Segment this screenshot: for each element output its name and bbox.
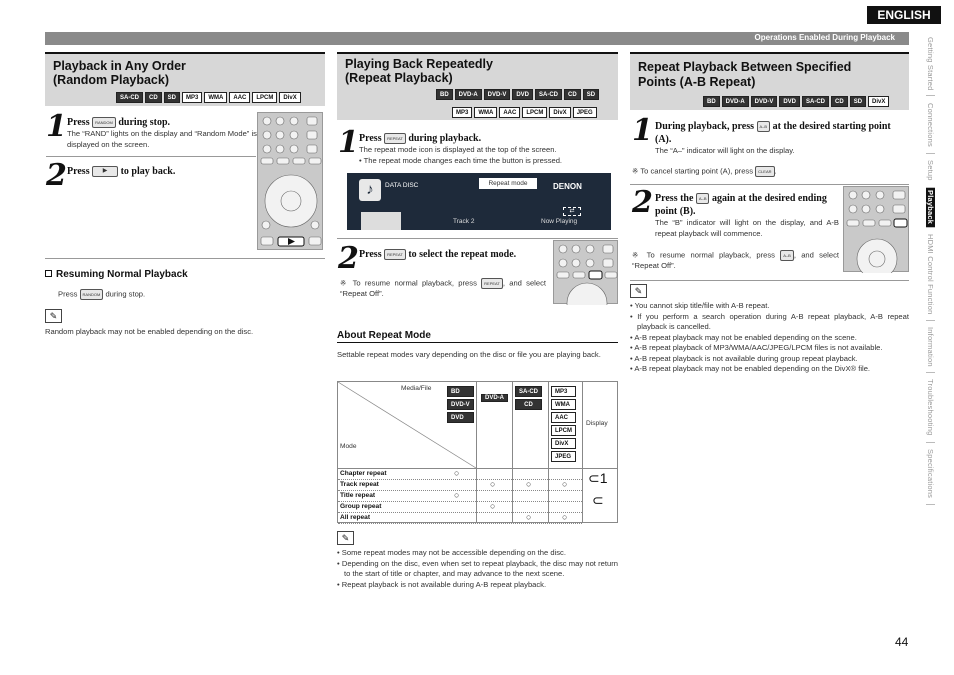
ab-key-icon: A–B: [696, 193, 710, 204]
step-text: Press: [67, 117, 90, 128]
note-text: You cannot skip title/file with A-B repeat.: [634, 301, 770, 310]
ab-step1-desc: The “A–” indicator will light on the display.: [655, 146, 795, 155]
step-text: to select the repeat mode.: [408, 249, 517, 260]
note-text: Depending on the disc, even when set to repeat playback, the disc may not return to the start of title or chapter, and may advance to the next scene.: [341, 558, 618, 578]
col3-badges: [515, 386, 542, 410]
screen-repeat-mode: Repeat mode: [479, 178, 537, 189]
divider: [46, 156, 256, 157]
note-text: Repeat playback is not available during A-B repeat playback.: [341, 579, 547, 589]
step-text: Press: [359, 133, 382, 144]
language-label: ENGLISH: [867, 6, 941, 24]
badge: DivX: [551, 438, 576, 449]
random-key-icon: RANDOM: [92, 117, 116, 128]
row-mode-label: Track repeat: [340, 481, 379, 488]
row-mode-label: All repeat: [340, 514, 371, 521]
step-text: Press: [359, 249, 382, 260]
badge: DVD: [512, 89, 533, 100]
note-item: • A-B repeat playback may not be enabled depending on the DivX® file.: [630, 364, 871, 373]
divider: [630, 184, 909, 185]
note-text: , and select “Repeat Off”.: [632, 250, 839, 270]
divider: [337, 238, 618, 239]
step-text: During playback, press: [655, 121, 755, 132]
album-art-icon: [361, 212, 401, 230]
badge: JPEG: [573, 107, 597, 118]
badge: SA-CD: [515, 386, 542, 397]
ab-key-icon: A–B: [780, 250, 794, 261]
repeat-mode-icon: ⇄: [563, 207, 581, 216]
repeat-mode-table: [337, 381, 618, 523]
badge: DivX: [549, 107, 570, 118]
badge: DVD-A: [481, 394, 508, 402]
ab-title-2: Points (A-B Repeat): [638, 75, 756, 89]
row-mark: ○: [454, 490, 460, 500]
random-title-2: (Random Playback): [53, 73, 170, 87]
note-item: • Repeat playback is not available during A-B repeat playback.: [337, 579, 547, 589]
badge: DVD: [779, 96, 800, 107]
remote-icon: [844, 187, 910, 273]
step-number: 2: [632, 185, 653, 220]
badge: CD: [831, 96, 848, 107]
repeat-badges-row2: [452, 107, 597, 118]
random-step1-main: [67, 116, 170, 129]
row-mark: ○: [562, 479, 568, 489]
table-row: [338, 513, 582, 524]
badge: WMA: [474, 107, 497, 118]
note-pencil-icon: ✎: [45, 309, 62, 323]
badge: DVD-V: [447, 399, 474, 410]
note-item: • If you perform a search operation during A-B repeat playback, A-B repeat playback is cancelled.: [630, 311, 909, 331]
badge: DVD-V: [751, 96, 778, 107]
step-text: during stop.: [118, 117, 171, 128]
screen-illustration: [347, 173, 611, 230]
note-item: • Depending on the disc, even when set to repeat playback, the disc may not return to the start of title or chapter, and may advance to the next scene.: [337, 558, 618, 578]
display-label: Display: [586, 420, 608, 427]
badge: DVD-A: [455, 89, 482, 100]
side-tab-information[interactable]: Information: [926, 321, 935, 373]
ab-panel: [630, 52, 909, 110]
divider: [45, 258, 325, 259]
resume-heading: [45, 269, 188, 280]
side-tab-setup[interactable]: Setup: [926, 154, 935, 188]
row-mark: ○: [490, 501, 496, 511]
note-text: A-B repeat playback of MP3/WMA/AAC/JPEG/LPCM files is not available.: [634, 343, 883, 352]
repeat-resume-note: [340, 278, 546, 300]
note-text: A-B repeat playback may not be enabled depending on the DivX® file.: [634, 364, 871, 373]
row-mode-label: Title repeat: [340, 492, 376, 499]
resume-heading-text: Resuming Normal Playback: [56, 269, 188, 280]
repeat-title-1: Playing Back Repeatedly: [345, 57, 493, 71]
divider: [630, 280, 909, 281]
badge: SA-CD: [116, 92, 143, 103]
note-text: , and select “Repeat Off”.: [340, 278, 546, 298]
screen-track: Track 2: [453, 218, 475, 225]
step-number: 1: [46, 109, 67, 144]
step-number: 1: [338, 125, 359, 160]
badge: LPCM: [522, 107, 547, 118]
row-mark: ○: [526, 479, 532, 489]
side-tab-connections[interactable]: Connections: [926, 96, 935, 154]
note-item: • A-B repeat playback of MP3/WMA/AAC/JPEG/LPCM files is not available.: [630, 343, 883, 352]
play-key-icon: ▶: [92, 166, 118, 177]
ab-step2-desc: The “B” indicator will light on the display, and A-B repeat playback will commence.: [655, 218, 839, 238]
badge: WMA: [204, 92, 227, 103]
repeat-panel: [337, 52, 618, 120]
badge: DVD-A: [722, 96, 749, 107]
side-tab-playback[interactable]: Playback: [926, 188, 935, 228]
repeat-one-display-icon: ⊂1: [588, 470, 608, 486]
ab-resume-note: [632, 250, 839, 272]
step-text: to play back.: [120, 166, 176, 177]
badge: MP3: [182, 92, 202, 103]
step-number: 1: [632, 113, 653, 148]
step-text: Press: [67, 166, 90, 177]
ab-badges: [703, 96, 889, 107]
ab-title-1: Repeat Playback Between Specified: [638, 60, 852, 74]
about-repeat-desc: Settable repeat modes vary depending on the disc or file you are playing back.: [337, 350, 601, 359]
note-pencil-icon: ✎: [630, 284, 647, 298]
screen-now-playing: Now Playing: [541, 218, 578, 225]
badge: DVD: [447, 412, 474, 423]
page-number: 44: [895, 635, 909, 649]
repeat-step1-bullet: • The repeat mode changes each time the button is pressed.: [359, 156, 563, 165]
note-text: ※ To cancel starting point (A), press: [632, 166, 754, 176]
media-label: Media/File: [401, 385, 432, 392]
remote-icon: [258, 113, 324, 251]
row-mode-label: Chapter repeat: [340, 470, 387, 477]
repeat-key-icon: REPEAT: [384, 133, 406, 144]
random-badges: [116, 92, 301, 103]
badge: AAC: [499, 107, 520, 118]
col1-badges: [447, 386, 474, 423]
screen-data-disc: DATA DISC: [385, 182, 419, 189]
badge: BD: [447, 386, 474, 397]
music-note-icon: ♪: [359, 179, 381, 201]
badge: MP3: [452, 107, 472, 118]
badge: LPCM: [551, 425, 576, 436]
repeat-key-icon: REPEAT: [481, 278, 503, 289]
badge: SD: [583, 89, 599, 100]
row-mark: ○: [526, 512, 532, 522]
badge: CD: [515, 399, 542, 410]
note-item: • Some repeat modes may not be accessible depending on the disc.: [337, 548, 566, 557]
ab-notes: [630, 301, 909, 375]
badge: MP3: [551, 386, 576, 397]
table-row: [338, 491, 582, 502]
badge: WMA: [551, 399, 576, 410]
col-line: [582, 382, 583, 523]
table-row: [338, 469, 582, 480]
side-tab-getting-started[interactable]: Getting Started: [926, 32, 935, 96]
note-item: • You cannot skip title/file with A-B repeat.: [630, 301, 770, 310]
random-key-icon: RANDOM: [80, 289, 104, 300]
repeat-notes: [337, 548, 618, 590]
resume-text-part: during stop.: [105, 289, 146, 299]
remote-illustration: [257, 112, 323, 250]
row-mark: ○: [490, 479, 496, 489]
note-text: A-B repeat playback is not available during group repeat playback.: [634, 353, 858, 363]
resume-text: [58, 289, 145, 300]
note-text: ※ To resume normal playback, press: [340, 278, 477, 288]
note-text: If you perform a search operation during A-B repeat playback, A-B repeat playback is cancelled.: [637, 311, 909, 331]
random-step1-desc: The “RAND” lights on the display and “Random Mode” is displayed on the screen.: [67, 129, 257, 149]
side-tab-troubleshooting[interactable]: Troubleshooting: [926, 373, 935, 443]
step-text: during playback.: [408, 133, 482, 144]
checkbox-square-icon: [45, 270, 52, 277]
note-text: .: [774, 166, 777, 176]
random-step2-main: [67, 165, 175, 178]
col2-badges: [481, 386, 508, 404]
step-text: again at the desired ending point (B).: [655, 193, 827, 217]
section-bar: [45, 32, 909, 45]
badge: CD: [145, 92, 162, 103]
repeat-step1-desc: The repeat mode icon is displayed at the top of the screen.: [359, 145, 557, 154]
step-number: 2: [46, 158, 67, 193]
row-mark: ○: [454, 468, 460, 478]
step-number: 2: [338, 241, 359, 276]
step-text: at the desired starting point (A).: [655, 121, 891, 145]
about-repeat-heading: About Repeat Mode: [337, 330, 431, 341]
resume-text-part: Press: [58, 289, 78, 299]
repeat-step1-main: [359, 132, 481, 145]
note-item: • A-B repeat playback may not be enabled depending on the scene.: [630, 332, 857, 342]
repeat-all-display-icon: ⊂: [592, 492, 604, 508]
badge: CD: [564, 89, 581, 100]
random-note: Random playback may not be enabled depending on the disc.: [45, 327, 254, 336]
badge: BD: [703, 96, 720, 107]
badge: AAC: [229, 92, 250, 103]
note-text: ※ To resume normal playback, press: [632, 250, 775, 260]
repeat-step2-main: [359, 248, 516, 261]
row-mode-label: Group repeat: [340, 503, 382, 510]
badge: DivX: [279, 92, 300, 103]
badge: AAC: [551, 412, 576, 423]
ab-step2-main: [655, 192, 841, 218]
ab-cancel-note: [632, 166, 777, 177]
side-tab-specifications[interactable]: Specifications: [926, 443, 935, 505]
table-row: [338, 480, 582, 491]
step-text: Press the: [655, 193, 694, 204]
random-title-1: Playback in Any Order: [53, 59, 186, 73]
ab-step1-main: [655, 120, 909, 146]
clear-key-icon: CLEAR: [755, 166, 774, 177]
badge: DVD-V: [484, 89, 511, 100]
note-text: Some repeat modes may not be accessible depending on the disc.: [341, 548, 566, 557]
repeat-badges-row1: [436, 89, 599, 100]
badge: BD: [436, 89, 453, 100]
divider: [337, 342, 618, 343]
note-item: • A-B repeat playback is not available during group repeat playback.: [630, 353, 858, 363]
badge: DivX: [868, 96, 889, 107]
section-bar-title: Operations Enabled During Playback: [754, 33, 895, 42]
row-mark: ○: [562, 512, 568, 522]
remote-illustration-3: [843, 186, 909, 272]
random-panel: [45, 52, 325, 106]
badge: SA-CD: [802, 96, 829, 107]
repeat-key-icon: REPEAT: [384, 249, 406, 260]
remote-icon: [554, 241, 619, 305]
side-tab-hdmi[interactable]: HDMI Control Function: [926, 228, 935, 321]
screen-brand: DENON: [553, 182, 582, 191]
table-row: [338, 502, 582, 513]
side-tabs: [926, 32, 954, 505]
repeat-title-2: (Repeat Playback): [345, 71, 453, 85]
bullet-text: The repeat mode changes each time the button is pressed.: [363, 156, 563, 165]
mode-label: Mode: [340, 443, 357, 450]
badge: LPCM: [252, 92, 277, 103]
col4-badges: [551, 386, 576, 462]
badge: JPEG: [551, 451, 576, 462]
note-pencil-icon: ✎: [337, 531, 354, 545]
badge: SD: [164, 92, 180, 103]
remote-illustration-2: [553, 240, 618, 304]
badge: SA-CD: [535, 89, 562, 100]
ab-key-icon: A–B: [757, 121, 771, 132]
badge: SD: [850, 96, 866, 107]
note-text: A-B repeat playback may not be enabled depending on the scene.: [634, 332, 857, 342]
